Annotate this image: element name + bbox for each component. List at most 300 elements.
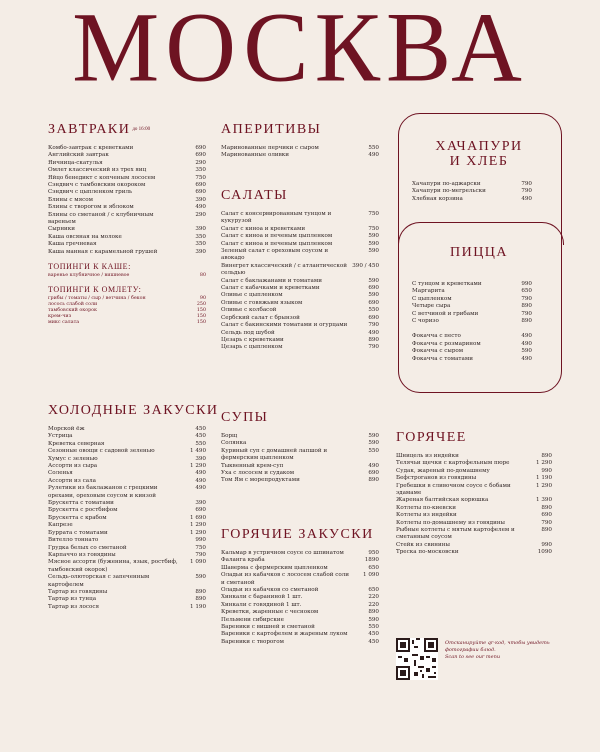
menu-item-name: Соленья <box>48 470 73 477</box>
cold-appetizers-title: ХОЛОДНЫЕ ЗАКУСКИ <box>48 403 219 418</box>
menu-item-price: 550 <box>195 440 206 447</box>
menu-item <box>396 549 552 556</box>
menu-item-price: 750 <box>195 544 206 551</box>
menu-item-price: 690 <box>195 507 206 514</box>
menu-item <box>221 344 379 351</box>
soups-title: СУПЫ <box>221 410 269 425</box>
menu-item-name: Вареники с творогом <box>221 638 284 645</box>
menu-item-name: Каша овсяная на молоке <box>48 233 122 240</box>
menu-item-price: 350 <box>195 167 206 174</box>
menu-item <box>48 249 206 256</box>
menu-item-price: 290 <box>195 159 206 166</box>
menu-item <box>412 281 532 288</box>
menu-item-price: 390 <box>195 455 206 462</box>
menu-item-name: Карпаччо из говядины <box>48 551 116 558</box>
menu-item-name: Фаланга краба <box>221 557 265 564</box>
menu-item-price: 650 <box>368 564 379 571</box>
menu-item <box>221 617 379 624</box>
menu-item-name: Оливье с колбасой <box>221 307 277 314</box>
menu-item-name: грибы / томаты / сыр / ветчина / бекон <box>48 296 146 302</box>
menu-item <box>48 470 206 477</box>
menu-item-name: Тартар из лосося <box>48 603 100 610</box>
menu-item <box>221 557 379 564</box>
menu-item <box>48 456 206 463</box>
menu-item <box>48 574 206 589</box>
menu-item <box>48 604 206 611</box>
menu-item <box>48 241 206 248</box>
menu-item <box>221 211 379 226</box>
menu-item <box>48 537 206 544</box>
menu-item-name: Котлеты по-киевски <box>396 504 457 511</box>
menu-item-price: 490 <box>521 195 532 202</box>
menu-item <box>48 175 206 182</box>
menu-item-name: Каша гречневая <box>48 241 97 248</box>
menu-item <box>412 318 532 325</box>
menu-item-name: Маринованные оливки <box>221 152 289 159</box>
menu-item-price: 550 <box>368 624 379 631</box>
salads-section <box>221 188 379 352</box>
menu-item-name: С тунцом и креветками <box>412 281 482 287</box>
menu-item <box>48 433 206 440</box>
menu-item-price: 890 <box>541 527 552 534</box>
menu-item <box>221 278 379 285</box>
menu-item-name: Оладьи из кабачков с лососем слабой соли и сметаной <box>221 572 350 586</box>
menu-item-price: 390 / 450 <box>352 262 379 269</box>
menu-item <box>221 433 379 440</box>
menu-item <box>221 470 379 477</box>
menu-item <box>396 497 552 504</box>
menu-item-name: Креветка северная <box>48 440 105 447</box>
menu-item-price: 1 090 <box>189 559 206 566</box>
breakfast-title: ЗАВТРАКИ до 16:00 <box>48 122 151 137</box>
menu-item <box>412 311 532 318</box>
menu-item-name: Сырники <box>48 226 75 233</box>
menu-item <box>396 483 552 498</box>
menu-item-name: Мясное ассорти (буженина, язык, ростбиф, тамбовский окорок) <box>48 559 178 573</box>
menu-item-price: 590 <box>368 248 379 255</box>
menu-item <box>412 356 532 363</box>
menu-item <box>48 530 206 537</box>
menu-item-price: 1890 <box>364 557 379 564</box>
menu-item-name: Блины с мясом <box>48 196 93 203</box>
menu-item-name: Брускетта с ростбифом <box>48 507 118 514</box>
menu-item-price: 690 <box>195 145 206 151</box>
menu-item-price: 890 <box>541 504 552 511</box>
menu-item <box>221 307 379 314</box>
menu-item-price: 1 190 <box>535 475 552 482</box>
menu-item-name: Хинкали с бараниной 1 шт. <box>221 594 303 601</box>
menu-item <box>48 485 206 500</box>
menu-item-name: Телячьи щечки с картофельным пюре <box>396 460 510 467</box>
menu-item-price: 990 <box>541 467 552 474</box>
menu-item-name: Грудка белых со сметаной <box>48 544 127 551</box>
menu-item <box>48 145 206 152</box>
menu-item-name: Хачапури по-аджарски <box>412 181 481 187</box>
hot-appetizers-section <box>221 527 379 646</box>
menu-item-price: 690 <box>195 189 206 196</box>
menu-item <box>221 337 379 344</box>
menu-item-name: Фокачча с песто <box>412 333 461 340</box>
menu-item-price: 790 <box>195 551 206 558</box>
menu-item <box>396 512 552 519</box>
menu-item-name: Сельдь под шубой <box>221 329 275 336</box>
menu-item-price: 1 290 <box>189 529 206 536</box>
menu-item-price: 490 <box>521 355 532 362</box>
hot-dishes-section <box>396 430 552 557</box>
hot-appetizers-title: ГОРЯЧИЕ ЗАКУСКИ <box>221 527 374 542</box>
menu-item <box>396 542 552 549</box>
salads-list <box>221 211 379 352</box>
menu-item-price: 220 <box>368 601 379 608</box>
khachapuri-title: ХАЧАПУРИ И ХЛЕБ <box>435 139 523 169</box>
menu-item <box>221 330 379 337</box>
cold-appetizers-list <box>48 426 206 611</box>
menu-item <box>221 639 379 646</box>
menu-item <box>221 226 379 233</box>
menu-item <box>396 460 552 467</box>
menu-item-name: варенье клубничное / вишневое <box>48 273 130 279</box>
menu-item-name: Сельдь-олюторская с запеченным картофелем <box>48 574 150 588</box>
menu-item-name: Ассорти из сыра <box>48 463 98 470</box>
menu-item-name: Стейк из свинины <box>396 541 450 548</box>
menu-item-name: Брускетта с крабом <box>48 514 107 521</box>
menu-item-name: Салат с киноа и печеным цыпленком <box>221 233 333 240</box>
menu-item-name: Цезарь с цыпленком <box>221 344 283 351</box>
menu-item-price: 450 <box>195 426 206 432</box>
menu-item-price: 490 <box>521 333 532 340</box>
menu-item-name: Кальмар в устричном соусе со шпинатом <box>221 550 344 556</box>
menu-item-price: 1090 <box>537 549 552 556</box>
salads-title: САЛАТЫ <box>221 188 288 203</box>
menu-item <box>396 475 552 482</box>
menu-item-name: Пельмени сибирские <box>221 616 284 623</box>
menu-item-price: 950 <box>368 550 379 556</box>
cold-appetizers-section <box>48 403 219 611</box>
menu-item-name: Фокачча с томатами <box>412 355 473 362</box>
pizza-section <box>412 281 532 363</box>
menu-item-price: 390 <box>195 196 206 203</box>
menu-item-price: 790 <box>368 344 379 351</box>
qr-caption: Отсканируйте qr-код, чтобы увидеть фотографии блюд. Scan to see our menu <box>445 640 550 660</box>
breakfast-list <box>48 145 206 256</box>
menu-item-name: тамбовский окорок <box>48 308 98 314</box>
menu-item-price: 650 <box>521 288 532 295</box>
menu-item <box>48 545 206 552</box>
menu-item-name: Сэндвич с тамбовским окороком <box>48 182 146 189</box>
menu-item-name: Четыре сыра <box>412 303 451 310</box>
menu-item-name: Хачапури по-мегрельски <box>412 188 486 195</box>
menu-item <box>48 507 206 514</box>
menu-item-name: Салат с кабачками и креветками <box>221 285 320 292</box>
menu-item-price: 590 <box>368 233 379 240</box>
menu-item-name: Маринованные перчики с сыром <box>221 145 319 151</box>
menu-item-price: 790 <box>541 519 552 526</box>
menu-item <box>412 303 532 310</box>
menu-item <box>412 181 532 188</box>
pizza-list <box>412 281 532 325</box>
menu-item-name: Гребешки в сливочном соусе с бобами эдамаме <box>396 482 511 497</box>
menu-item-name: Котлеты по-домашнему из говядины <box>396 519 506 526</box>
menu-item-name: Вителло тоннато <box>48 537 99 544</box>
menu-item-price: 690 <box>195 182 206 189</box>
menu-item-name: Маргарита <box>412 288 445 295</box>
khachapuri-list <box>412 181 532 203</box>
menu-item <box>221 609 379 616</box>
menu-item <box>221 572 379 587</box>
menu-item-price: 490 <box>195 470 206 477</box>
menu-item-price: 350 <box>195 233 206 240</box>
column-1 <box>48 122 206 326</box>
porridge-toppings-title: ТОПИНГИ К КАШЕ: <box>48 262 131 272</box>
menu-item <box>221 602 379 609</box>
menu-item <box>221 233 379 240</box>
porridge-toppings-list <box>48 273 206 279</box>
menu-item-name: Капрезе <box>48 522 73 529</box>
menu-item-price: 490 <box>368 329 379 336</box>
menu-item-name: Хлебная корзина <box>412 195 463 202</box>
menu-item-price: 150 <box>196 308 206 314</box>
menu-item-price: 1 490 <box>189 448 206 455</box>
menu-item-name: С ветчиной и грибами <box>412 310 479 317</box>
menu-item <box>412 341 532 348</box>
menu-item-price: 650 <box>368 587 379 594</box>
menu-item-name: Буррата с томатами <box>48 529 108 536</box>
menu-item-name: Солянка <box>221 440 247 447</box>
menu-item-name: Каша манная с карамельной грушей <box>48 248 158 255</box>
menu-item-price: 1 090 <box>362 572 379 579</box>
menu-item <box>221 440 379 447</box>
soups-section <box>221 410 379 485</box>
menu-item-name: Фокачча с розмарином <box>412 340 481 347</box>
menu-item-price: 890 <box>521 303 532 310</box>
menu-item-price: 590 <box>368 277 379 284</box>
menu-item-name: Блины с творогом и яблоком <box>48 204 134 211</box>
menu-item-price: 390 <box>195 248 206 255</box>
menu-item-price: 750 <box>195 174 206 181</box>
hot-appetizers-list <box>221 550 379 646</box>
menu-item <box>396 505 552 512</box>
menu-item <box>412 196 532 203</box>
menu-item-price: 790 <box>368 322 379 329</box>
menu-item <box>48 189 206 196</box>
menu-item-name: Яйцо бенедикт с копченым лососем <box>48 174 156 181</box>
menu-item <box>221 292 379 299</box>
menu-item <box>221 248 379 263</box>
menu-item-price: 690 <box>368 299 379 306</box>
menu-item <box>412 188 532 195</box>
menu-item-name: Вареники с картофелем и жареным луком <box>221 631 348 638</box>
menu-item <box>412 333 532 340</box>
menu-item-price: 990 <box>521 281 532 287</box>
menu-item-price: 490 <box>195 485 206 492</box>
section-divider <box>398 222 564 245</box>
menu-item-name: Зеленый салат с ореховым соусом и авокадо <box>221 248 329 262</box>
menu-item-price: 590 <box>368 240 379 247</box>
menu-item-name: Яичница-скатулья <box>48 159 103 166</box>
menu-item-name: Салат с консервированным тунцом и кукурузой <box>221 211 332 225</box>
menu-item-name: Тартар из говядины <box>48 588 108 595</box>
menu-item-price: 690 <box>195 152 206 159</box>
qr-code-icon[interactable] <box>396 638 438 680</box>
menu-item-price: 790 <box>521 188 532 195</box>
menu-item-name: Оливье с говяжьим языком <box>221 299 303 306</box>
menu-item-name: Блины со сметаной / с клубничным вареньем <box>48 211 154 226</box>
menu-item <box>48 273 206 279</box>
menu-item <box>221 241 379 248</box>
menu-item <box>221 448 379 463</box>
menu-item-name: Котлеты из индейки <box>396 512 457 519</box>
menu-item-name: Тартар из тунца <box>48 596 97 603</box>
menu-item-price: 890 <box>521 318 532 325</box>
menu-item-price: 1 690 <box>189 514 206 521</box>
menu-item-price: 450 <box>368 638 379 645</box>
menu-item <box>412 348 532 355</box>
menu-item <box>48 182 206 189</box>
menu-item-price: 890 <box>368 336 379 343</box>
menu-item-price: 690 <box>368 285 379 292</box>
menu-item-name: Шаверма с фермерским цыпленком <box>221 564 328 571</box>
menu-item-name: Морской ёж <box>48 426 85 432</box>
menu-item <box>221 631 379 638</box>
menu-item-name: Шницель из индейки <box>396 453 459 459</box>
menu-item <box>48 463 206 470</box>
menu-item-price: 80 <box>199 273 206 279</box>
menu-item-price: 1 390 <box>535 497 552 504</box>
menu-item-name: Салат с киноа и креветками <box>221 225 306 232</box>
menu-item-price: 150 <box>196 314 206 320</box>
menu-item-price: 890 <box>541 453 552 459</box>
menu-item <box>221 594 379 601</box>
menu-item <box>221 263 379 278</box>
menu-item-name: Устрица <box>48 433 73 440</box>
omelet-toppings-title: ТОПИНГИ К ОМЛЕТУ: <box>48 285 142 295</box>
menu-item-name: Треска по-московски <box>396 549 459 556</box>
menu-item-price: 490 <box>195 477 206 484</box>
menu-item-price: 690 <box>541 512 552 519</box>
aperitifs-list <box>221 145 379 160</box>
soups-list <box>221 433 379 485</box>
menu-item-price: 590 <box>368 292 379 299</box>
menu-item <box>48 160 206 167</box>
menu-item <box>412 288 532 295</box>
pizza-title: ПИЦЦА <box>449 245 509 260</box>
menu-item-price: 1 290 <box>535 482 552 489</box>
menu-item <box>221 285 379 292</box>
menu-item-price: 390 <box>195 226 206 233</box>
menu-item <box>48 212 206 227</box>
menu-item-price: 150 <box>196 320 206 326</box>
menu-item-price: 490 <box>368 462 379 469</box>
menu-item-price: 1 190 <box>189 603 206 610</box>
menu-item-name: Хумус с зеленью <box>48 455 98 462</box>
menu-item-name: Сэндвич с цыпленком гриль <box>48 189 133 196</box>
menu-item-price: 590 <box>195 574 206 581</box>
menu-item-price: 890 <box>368 477 379 484</box>
menu-item-price: 350 <box>195 241 206 248</box>
menu-item <box>48 226 206 233</box>
menu-item <box>221 145 379 152</box>
menu-item-price: 1 290 <box>189 522 206 529</box>
menu-item-name: Жареная балтийская корюшка <box>396 497 489 504</box>
menu-item-name: С цыпленком <box>412 295 452 302</box>
menu-item-price: 450 <box>195 433 206 440</box>
hot-dishes-list <box>396 453 552 557</box>
menu-item-price: 690 <box>368 470 379 477</box>
menu-item <box>48 589 206 596</box>
menu-item-name: Ассорти из сала <box>48 477 96 484</box>
menu-item-name: Судак, жареный по-домашнему <box>396 467 490 474</box>
menu-item <box>221 315 379 322</box>
aperitifs-section <box>221 122 379 160</box>
menu-item <box>396 527 552 542</box>
menu-item-name: Салат с баклажанами и томатами <box>221 277 322 284</box>
menu-item <box>48 515 206 522</box>
menu-item-price: 550 <box>368 447 379 454</box>
menu-item-price: 750 <box>368 211 379 217</box>
menu-item-name: Вареники с вишней и сметаной <box>221 624 315 631</box>
aperitifs-title: АПЕРИТИВЫ <box>221 122 322 137</box>
menu-item <box>221 463 379 470</box>
menu-item-price: 690 <box>368 314 379 321</box>
menu-item-name: Креветки, жаренные с чесноком <box>221 609 319 616</box>
menu-item <box>48 167 206 174</box>
menu-item-name: Сезонные овощи с садовой зеленью <box>48 448 155 455</box>
menu-item <box>48 559 206 574</box>
menu-item-name: Рулетики из баклажанов с грецкими орехами, ореховым соусом и кинзой <box>48 485 158 499</box>
menu-item-name: Цезарь с креветками <box>221 336 284 343</box>
menu-item-price: 1 290 <box>189 463 206 470</box>
menu-item-name: Сербский салат с брынзой <box>221 314 300 321</box>
omelet-toppings-list <box>48 296 206 326</box>
menu-item-name: Оливье с цыпленком <box>221 292 283 299</box>
pizza-title-wrap <box>408 245 550 261</box>
menu-item-price: 1 290 <box>535 460 552 467</box>
menu-item-name: Оладьи из кабачков со сметаной <box>221 587 319 594</box>
menu-item-name: крем-чиз <box>48 314 72 320</box>
menu-item-name: Брускетта с томатами <box>48 500 114 507</box>
menu-item-name: Фокачча с сыром <box>412 348 464 355</box>
menu-item-price: 790 <box>521 295 532 302</box>
menu-item-name: Том Ям с морепродуктами <box>221 477 300 484</box>
menu-item-price: 550 <box>368 307 379 314</box>
menu-item-price: 590 <box>368 433 379 439</box>
menu-item-price: 790 <box>521 181 532 187</box>
menu-item-name: Хинкали с говядиной 1 шт. <box>221 601 302 608</box>
menu-item-price: 250 <box>196 302 206 308</box>
menu-item-name: Бефстроганов из говядины <box>396 475 477 482</box>
menu-item-price: 550 <box>368 145 379 151</box>
menu-item-name: Омлет классический из трех яиц <box>48 167 147 174</box>
menu-item-name: Тыквенный крем-суп <box>221 462 284 469</box>
menu-item <box>48 152 206 159</box>
menu-item-name: Винегрет классический / с атлантической сельдью <box>221 262 347 277</box>
menu-item-name: С чоризо <box>412 318 439 325</box>
menu-item-price: 790 <box>521 310 532 317</box>
menu-item-price: 990 <box>195 537 206 544</box>
menu-item-price: 290 <box>195 211 206 218</box>
menu-item-name: Борщ <box>221 433 238 439</box>
menu-item-price: 590 <box>521 348 532 355</box>
menu-item-name: Салат с киноа и печеным цыпленком <box>221 240 333 247</box>
menu-item <box>221 152 379 159</box>
menu-item-price: 750 <box>368 225 379 232</box>
menu-item <box>48 441 206 448</box>
menu-item-price: 590 <box>368 616 379 623</box>
menu-item-price: 990 <box>541 541 552 548</box>
menu-item-price: 450 <box>368 631 379 638</box>
menu-item-price: 890 <box>195 588 206 595</box>
menu-item-price: 90 <box>199 296 206 302</box>
